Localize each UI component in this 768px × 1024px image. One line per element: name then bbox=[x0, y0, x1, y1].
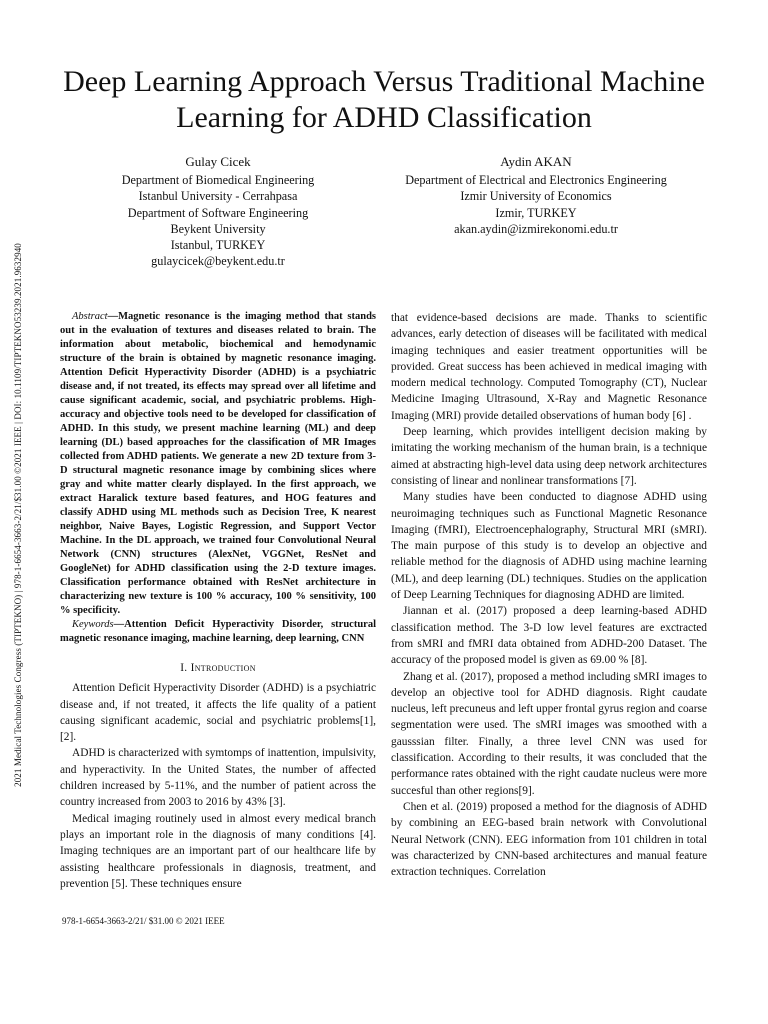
keywords-text: —Attention Deficit Hyperactivity Disorder, structural magnetic resonance imaging, machine learning, deep learning, CNN bbox=[60, 619, 376, 644]
section-heading-introduction: I. Introduction bbox=[180, 662, 256, 674]
author-affiliation-line: Izmir University of Economics bbox=[460, 189, 612, 204]
author-name: Gulay Cicek bbox=[185, 154, 251, 169]
body-paragraph: Deep learning, which provides intelligent decision making by imitating the working mechanism of the human brain, is a technique aimed at abstracting high-level data using deep network architectures consisting of linear and nonlinear transformations [7]. bbox=[391, 426, 707, 487]
doi-sidebar-text: 2021 Medical Technologies Congress (TIPTEKNO) | 978-1-6654-3663-2/21/$31.00 ©2021 IEEE | DOI: 10.1109/TIPTEKNO53239.2021.9632940 bbox=[13, 243, 23, 787]
body-paragraph: Chen et al. (2019) proposed a method for the diagnosis of ADHD by combining an EEG-based brain network with Convolutional Neural Network (CNN). EEG information from 101 children in total was characterized by CNN-based architectures and manual feature extraction techniques. Correlation bbox=[391, 800, 707, 879]
author-block-2 bbox=[376, 154, 696, 237]
author-affiliation-line: Department of Biomedical Engineering bbox=[121, 173, 315, 188]
author-email: gulaycicek@beykent.edu.tr bbox=[151, 254, 285, 269]
keywords-label: Keywords bbox=[72, 619, 114, 630]
right-column bbox=[391, 310, 707, 880]
body-paragraph: Jiannan et al. (2017) proposed a deep learning-based ADHD classification method. The 3-D low level features are exctracted from sMRI and fMRI data obtained from ADHD-200 Dataset. The accuracy of the proposed model is given as 69.00 % [8]. bbox=[391, 605, 707, 667]
body-paragraph: that evidence-based decisions are made. Thanks to scientific advances, early detection of diseases will be facilitated with medical imaging techniques and easier treatment opportunities will be provided. Great success has been achieved in medical imaging with modern medical technology. Computed Tomography (CT), Nuclear Medicine Imaging Ultrasound, X-Ray and Magnetic Resonance Imaging (MRI) provide detailed observations of human body [6] . bbox=[391, 312, 707, 422]
author-block-1 bbox=[58, 154, 378, 269]
body-paragraph: Many studies have been conducted to diagnose ADHD using neuroimaging techniques such as Functional Magnetic Resonance Imaging (fMRI), Electroencephalography, Structural MRI (sMRI). The main purpose of this study is to develop an objective and reliable method for the diagnosis of ADHD using machine learning (ML), and deep learning (DL) techniques. Studies on the application of Deep Learning Techniques for diagnosing ADHD are limited. bbox=[391, 491, 707, 602]
body-paragraph: Medical imaging routinely used in almost every medical branch plays an important role in the diagnosis of many conditions [4]. Imaging techniques are an important part of our healthcare life by assisting healthcare professionals in diagnosis, treatment, and prevention [5]. These techniques ensure bbox=[60, 812, 376, 890]
abstract-text: —Magnetic resonance is the imaging method that stands out in the evaluation of textures and diseases related to brain. The information about metabolic, biochemical and hemodynamic structure of the brain is obtained by magnetic resonance imaging. Attention Deficit Hyperactivity Disorder (ADHD) is a psychiatric disease and, if not treated, its effects may spread over all lifetime and cause significant academic, social, and psychiatric problems. High-accuracy and objective tools need to be developed for classification of ADHD. In this study, we present machine learning (ML) and deep learning (DL) based approaches for the classification of MR Images collected from ADHD patients. We generate a new 2D texture from 3-D structural magnetic resonance image by combining slices where gray and white matter clearly displayed. In the first approach, we extract Haralick texture based features, and HOG features and classify ADHD using ML methods such as Decision Tree, K nearest neighbor, Naive Bayes, Logistic Regression, and Support Vector Machine. In the DL approach, we trained four Convolutional Neural Network (CNN) structures (AlexNet, VGGNet, ResNet and GoogleNet) for ADHD classification using the 2-D texture images. Classification performance obtained with ResNet architecture in characterizing new texture is 100 % accuracy, 100 % sensitivity, 100 % specificity. bbox=[60, 311, 376, 616]
left-column bbox=[60, 310, 376, 892]
abstract bbox=[60, 310, 376, 618]
body-paragraph: ADHD is characterized with symtomps of inattention, impulsivity, and hyperactivity. In the United States, the number of affected children increased by 5-11%, and the number of patient across the country increased from 2003 to 2016 by 43% [3]. bbox=[60, 747, 376, 809]
doi-sidebar bbox=[10, 205, 26, 825]
author-email: akan.aydin@izmirekonomi.edu.tr bbox=[454, 221, 618, 236]
author-affiliation-line: Beykent University bbox=[170, 221, 266, 236]
author-affiliation-line: Izmir, TURKEY bbox=[495, 205, 577, 220]
author-affiliation-line: Istanbul, TURKEY bbox=[170, 238, 266, 253]
paper-title: Deep Learning Approach Versus Traditional Machine Learning for ADHD Classification bbox=[63, 65, 705, 134]
author-affiliation-line: Istanbul University - Cerrahpasa bbox=[138, 189, 298, 204]
body-paragraph: Attention Deficit Hyperactivity Disorder (ADHD) is a psychiatric disease and, if not treated, it affects the life quality of a patient causing significant academic, social and psychiatric problems[1], [2]. bbox=[60, 682, 376, 744]
abstract-label: Abstract bbox=[72, 311, 108, 322]
copyright-footnote: 978-1-6654-3663-2/21/ $31.00 © 2021 IEEE bbox=[62, 916, 225, 926]
keywords bbox=[60, 618, 376, 646]
author-affiliation-line: Department of Electrical and Electronics Engineering bbox=[405, 173, 667, 188]
author-name: Aydin AKAN bbox=[500, 154, 572, 169]
body-paragraph: Zhang et al. (2017), proposed a method including sMRI images to develop an objective tool for ADHD diagnosis. Right caudate nucleus, left precuneus and left upper frontal gyrus region and coarse segmentation were used. The sMRI images was smoothed with a gausssian filter. Finally, a three level CNN was used for classification. According to their results, it was concluded that the performance rates obtained with the right caudate nucleus were more succesful than other regions[9]. bbox=[391, 670, 707, 797]
author-affiliation-line: Department of Software Engineering bbox=[127, 205, 309, 220]
